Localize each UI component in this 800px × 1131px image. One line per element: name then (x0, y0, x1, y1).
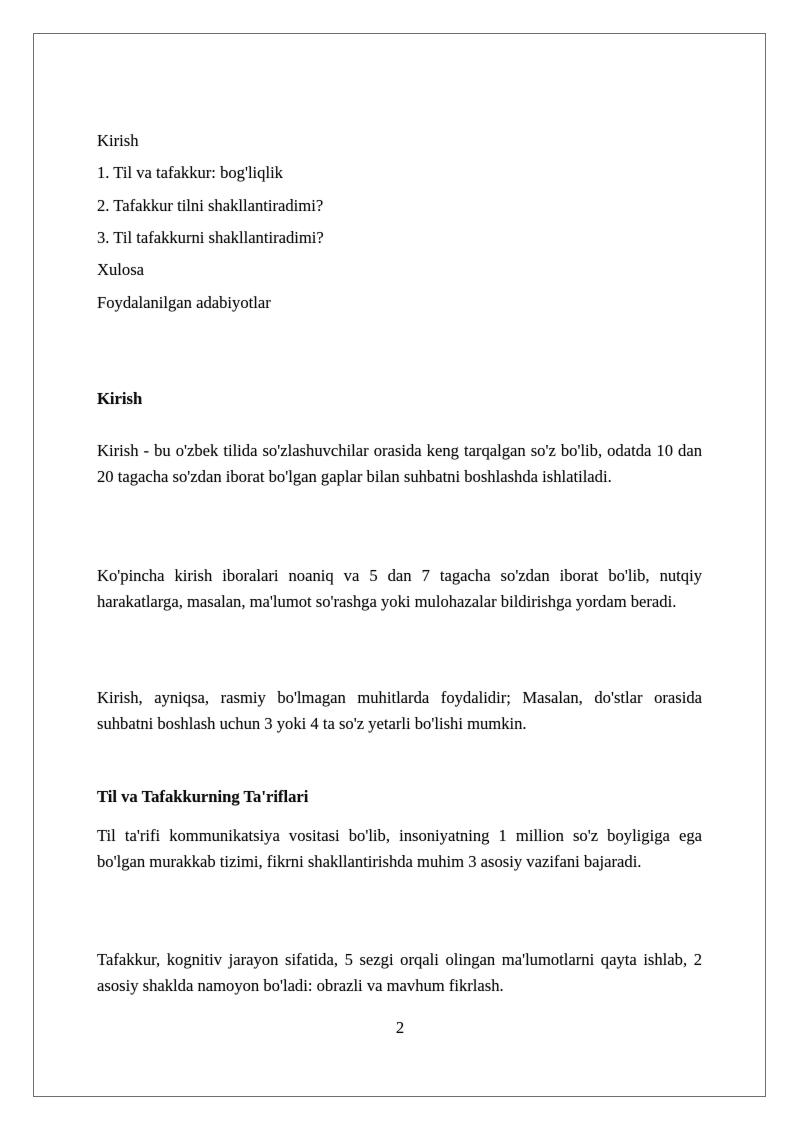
paragraph-intro-2: Ko'pincha kirish iboralari noaniq va 5 dan 7 tagacha so'zdan iborat bo'lib, nutqiy harakatlarga, masalan, ma'lumot so'rashga yoki mulohazalar bildirishga yordam beradi. (97, 566, 702, 611)
toc-item-chapter-3: 3. Til tafakkurni shakllantiradimi? (97, 228, 324, 247)
section-heading-introduction: Kirish (97, 389, 143, 408)
toc-item-references: Foydalanilgan adabiyotlar (97, 293, 271, 312)
paragraph-definitions-1: Til ta'rifi kommunikatsiya vositasi bo'lib, insoniyatning 1 million so'z boyligiga ega bo'lgan murakkab tizimi, fikrni shakllantirishda muhim 3 asosiy vazifani bajaradi. (97, 826, 702, 871)
section-heading-definitions: Til va Tafakkurning Ta'riflari (97, 787, 309, 806)
toc-item-chapter-2: 2. Tafakkur tilni shakllantiradimi? (97, 196, 324, 215)
toc-item-chapter-1: 1. Til va tafakkur: bog'liqlik (97, 163, 283, 182)
paragraph-intro-3: Kirish, ayniqsa, rasmiy bo'lmagan muhitlarda foydalidir; Masalan, do'stlar orasida suhbatni boshlash uchun 3 yoki 4 ta so'z yetarli bo'lishi mumkin. (97, 688, 702, 733)
paragraph-definitions-2: Tafakkur, kognitiv jarayon sifatida, 5 sezgi orqali olingan ma'lumotlarni qayta ishlab, 2 asosiy shaklda namoyon bo'ladi: obrazli va mavhum fikrlash. (97, 950, 702, 995)
page-number: 2 (395, 1018, 405, 1037)
paragraph-intro-1: Kirish - bu o'zbek tilida so'zlashuvchilar orasida keng tarqalgan so'z bo'lib, odatda 10 dan 20 tagacha so'zdan iborat bo'lgan gaplar bilan suhbatni boshlashda ishlatiladi. (97, 441, 702, 486)
toc-item-conclusion: Xulosa (97, 260, 145, 279)
toc-item-introduction: Kirish (97, 131, 139, 150)
